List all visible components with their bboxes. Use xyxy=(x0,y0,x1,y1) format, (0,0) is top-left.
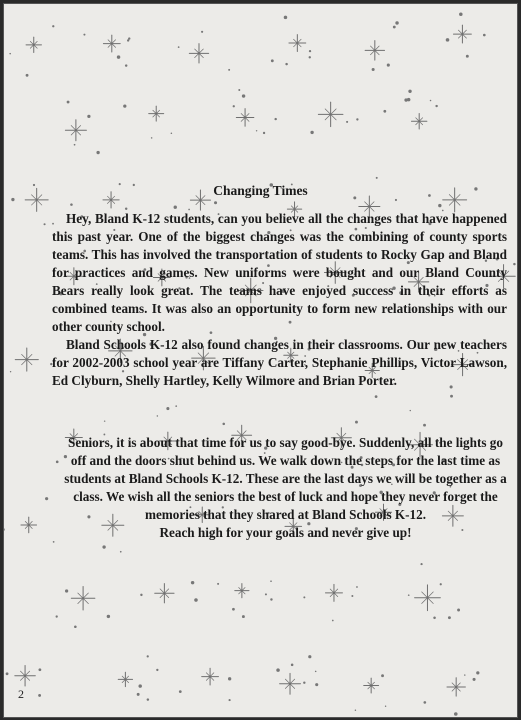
page-number: 2 xyxy=(18,687,24,701)
paragraph-seniors xyxy=(64,434,507,542)
paragraph-sports: Hey, Bland K-12 students, can you believe all the changes that have happened this past year. One of the biggest changes was the combining of county sports teams. This has involved the transportation of students to Rocky Gap and Bland for practices and games. New uniforms were bought and our Bland County Bears really look great. The teams have enjoyed success in their efforts as combined teams. It was also an opportunity to form new relationships with our other county school. xyxy=(52,211,507,334)
closing-line: Reach high for your goals and never give up! xyxy=(159,525,412,540)
seniors-text: Seniors, it is about that time for us to say good-bye. Suddenly, all the lights go off and the doors shut behind us. We walk down the steps for the last time as students at Bland Schools K-12. These are the last days we will be together as a class. We wish all the seniors the best of luck and hope they never forget the memories that they shared at Bland Schools K-12. xyxy=(64,435,507,522)
yearbook-page xyxy=(3,3,518,718)
paragraph-teachers: Bland Schools K-12 also found changes in their classrooms. Our new teachers for 2002-2003 school year are Tiffany Carter, Stephanie Phillips, Victor Lawson, Ed Clyburn, Shelly Hartley, Kelly Wilmore and Brian Porter. xyxy=(52,337,507,388)
article xyxy=(4,4,517,717)
article-title: Changing Times xyxy=(213,183,308,198)
